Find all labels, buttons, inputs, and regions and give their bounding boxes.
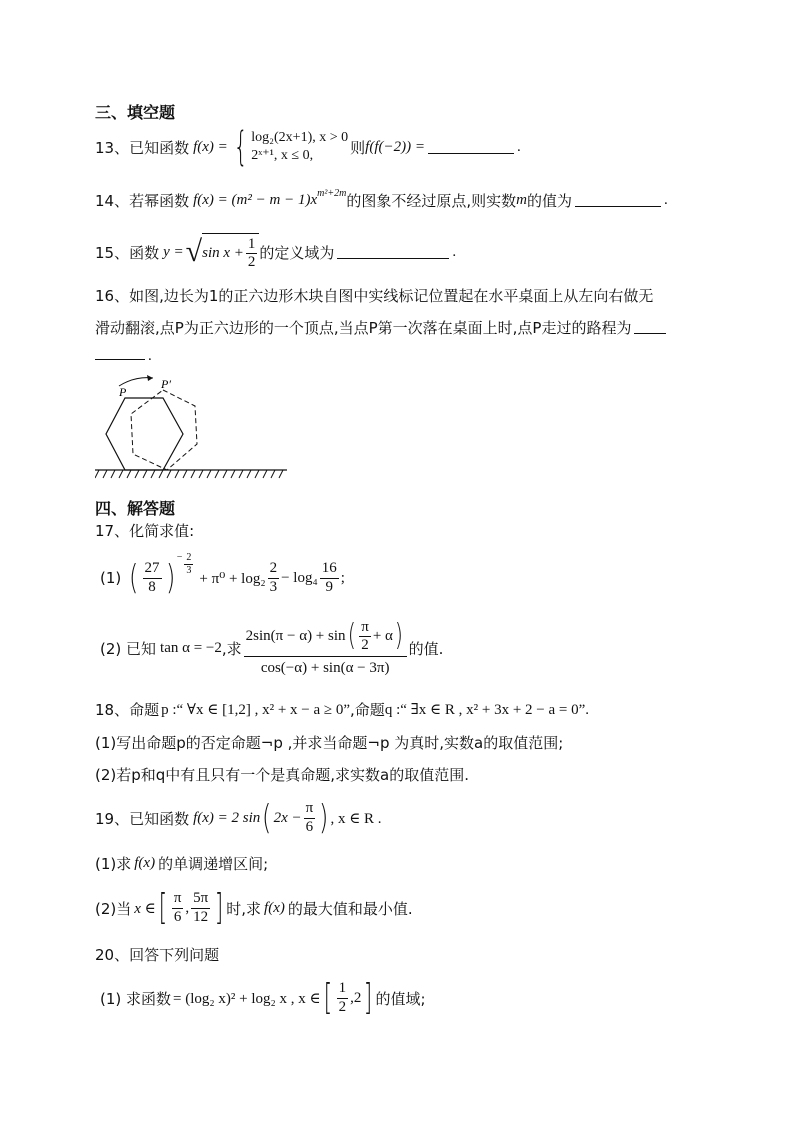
hexagon-dashed bbox=[131, 390, 197, 470]
brace-symbol: { bbox=[233, 124, 248, 170]
math-expression: f(x) = bbox=[193, 138, 228, 155]
denominator: 9 bbox=[325, 578, 333, 595]
question-14 bbox=[95, 188, 668, 212]
math-expression: + α bbox=[372, 627, 393, 644]
question-number: 13、 bbox=[95, 138, 130, 157]
bracket-open: [ bbox=[323, 977, 332, 1018]
math-expression: f(x) = (m² − m − 1)x bbox=[193, 191, 318, 208]
denominator: 3 bbox=[186, 564, 192, 576]
question-number: 14、 bbox=[95, 191, 130, 210]
section-fill-blank-heading bbox=[95, 100, 175, 123]
answer-blank[interactable] bbox=[634, 332, 666, 334]
fraction bbox=[304, 800, 316, 836]
exponent-fraction bbox=[184, 552, 193, 576]
table-hatching bbox=[95, 470, 283, 478]
math-expression: , x ∈ R . bbox=[330, 810, 382, 827]
part-label: (1) bbox=[100, 569, 122, 587]
fraction bbox=[359, 619, 371, 655]
math-expression: f(f(−2)) = bbox=[365, 138, 425, 155]
piecewise-cases bbox=[251, 129, 348, 165]
paren-open: ( bbox=[262, 798, 272, 838]
fraction bbox=[191, 890, 210, 926]
paren-close: ) bbox=[319, 798, 329, 838]
question-20-part-1 bbox=[100, 976, 426, 1020]
math-expression: f(x) bbox=[264, 899, 285, 916]
question-text: 20、回答下列问题 bbox=[95, 946, 220, 964]
question-17-title bbox=[95, 520, 194, 541]
question-text: 函数 bbox=[129, 243, 160, 262]
question-text: (2)当 bbox=[95, 899, 132, 918]
math-expression: y = bbox=[163, 243, 184, 260]
math-expression: + π⁰ + log₂ bbox=[199, 570, 266, 587]
proposition-q: q :“ ∃x ∈ R , x² + 3x + 2 − a = 0”. bbox=[384, 701, 590, 718]
question-text: 的定义域为 bbox=[259, 243, 335, 262]
numerator: 2 bbox=[186, 552, 192, 563]
question-text: 时,求 bbox=[226, 899, 262, 918]
question-text: 的值. bbox=[408, 639, 444, 658]
question-text: 18、命题 bbox=[95, 700, 160, 719]
fraction bbox=[337, 980, 349, 1016]
exponent-sign: − bbox=[176, 552, 183, 563]
question-19-sub-2 bbox=[95, 886, 413, 930]
point-p-label: P bbox=[119, 385, 127, 399]
paren-open: ( bbox=[347, 618, 356, 654]
math-expression: f(x) bbox=[134, 854, 156, 871]
bracket-open: [ bbox=[158, 887, 168, 928]
answer-blank[interactable] bbox=[428, 152, 514, 154]
math-exponent: m²+2m bbox=[317, 187, 347, 199]
denominator: 3 bbox=[269, 578, 278, 595]
question-text: 的图象不经过原点,则实数 bbox=[346, 191, 517, 210]
question-text: 17、化简求值: bbox=[95, 522, 195, 540]
case-row: 2ˣ⁺¹, x ≤ 0, bbox=[251, 148, 314, 163]
question-18 bbox=[95, 698, 589, 720]
question-text: 的最大值和最小值. bbox=[287, 899, 413, 918]
question-text: (1)求 bbox=[95, 854, 132, 873]
radicand bbox=[202, 233, 259, 272]
denominator: 6 bbox=[173, 908, 182, 925]
question-18-sub-1 bbox=[95, 732, 563, 753]
bracket-close: ] bbox=[364, 977, 373, 1018]
case-row: log₂(2x+1), x > 0 bbox=[251, 129, 349, 145]
fraction bbox=[268, 560, 280, 596]
section-title: 三、填空题 bbox=[95, 103, 176, 122]
point-p-prime-label: P′ bbox=[161, 377, 171, 391]
question-text: 19、已知函数 bbox=[95, 809, 190, 828]
exponent bbox=[177, 552, 196, 576]
question-17-part-2 bbox=[100, 618, 443, 678]
numerator: 1 bbox=[337, 980, 349, 998]
fraction bbox=[246, 236, 258, 272]
paren-open: ( bbox=[129, 558, 139, 598]
paren-close: ) bbox=[165, 558, 175, 598]
denominator: 2 bbox=[361, 636, 369, 653]
hexagon-rolling-figure bbox=[95, 372, 295, 484]
question-text: ,命题 bbox=[350, 700, 385, 719]
question-text: 已知函数 bbox=[129, 138, 190, 157]
math-variable: m bbox=[516, 191, 527, 208]
math-expression: = (log₂ x)² + log₂ x , x ∈ bbox=[173, 990, 321, 1007]
period: . bbox=[516, 138, 521, 155]
denominator: 2 bbox=[338, 998, 347, 1015]
section-title: 四、解答题 bbox=[95, 499, 176, 518]
question-text: (1)写出命题p的否定命题¬p ,并求当命题¬p 为真时,实数a的取值范围; bbox=[95, 734, 564, 752]
punctuation: ; bbox=[340, 569, 345, 586]
question-19-sub-1 bbox=[95, 852, 268, 874]
question-16-line-1 bbox=[95, 284, 653, 306]
answer-blank-continued[interactable] bbox=[95, 358, 145, 360]
question-19 bbox=[95, 796, 382, 840]
paren-close: ) bbox=[394, 618, 403, 654]
arrow-head bbox=[147, 375, 153, 381]
math-expression: 2x − bbox=[273, 809, 302, 826]
question-text: 的值为 bbox=[526, 191, 572, 210]
fraction bbox=[320, 560, 339, 596]
question-17-part-1 bbox=[100, 552, 345, 604]
numerator: π bbox=[359, 619, 371, 637]
math-expression: ,2 bbox=[350, 989, 362, 1006]
denominator: 2 bbox=[247, 254, 256, 270]
denominator: cos(−α) + sin(α − 3π) bbox=[260, 660, 390, 677]
question-13 bbox=[95, 126, 521, 168]
math-expression: 2sin(π − α) + sin bbox=[245, 627, 346, 644]
question-15 bbox=[95, 232, 456, 272]
section-answer-heading bbox=[95, 496, 175, 519]
answer-blank[interactable] bbox=[575, 205, 661, 207]
denominator: 12 bbox=[193, 908, 209, 925]
numerator: 16 bbox=[320, 560, 339, 578]
question-text: 的值域; bbox=[375, 989, 426, 1008]
denominator: 6 bbox=[305, 818, 314, 835]
question-text: (2)若p和q中有且只有一个是真命题,求实数a的取值范围. bbox=[95, 766, 470, 784]
question-text: 则 bbox=[350, 138, 366, 157]
question-number: 16、 bbox=[95, 286, 130, 305]
question-number: 15、 bbox=[95, 243, 130, 262]
math-expression: tan α = −2 bbox=[160, 639, 222, 656]
proposition-p: p :“ ∀x ∈ [1,2] , x² + x − a ≥ 0” bbox=[161, 701, 351, 718]
question-20-title bbox=[95, 944, 219, 965]
part-label: (2) 已知 bbox=[100, 639, 157, 658]
fraction bbox=[172, 890, 184, 926]
period: . bbox=[452, 243, 457, 260]
numerator: 2 bbox=[268, 560, 280, 578]
numerator bbox=[244, 619, 407, 658]
big-fraction bbox=[244, 619, 407, 678]
question-16-line-2 bbox=[95, 316, 669, 338]
bracket-close: ] bbox=[215, 887, 224, 928]
math-expression: − log₄ bbox=[281, 569, 318, 586]
comma: , bbox=[185, 899, 190, 916]
denominator: 8 bbox=[148, 578, 156, 595]
question-text: 若幂函数 bbox=[129, 191, 190, 210]
numerator: π bbox=[304, 800, 316, 818]
numerator: π bbox=[172, 890, 184, 908]
sqrt-symbol: √ bbox=[185, 235, 203, 268]
math-expression: f(x) = 2 sin bbox=[193, 809, 261, 826]
question-text: 滑动翻滚,点P为正六边形的一个顶点,当点P第一次落在桌面上时,点P走过的路程为 bbox=[95, 318, 632, 337]
period: . bbox=[663, 191, 668, 208]
math-expression: x ∈ bbox=[134, 900, 156, 917]
answer-blank[interactable] bbox=[337, 257, 449, 259]
question-text: ,求 bbox=[221, 639, 242, 658]
math-expression: sin x + bbox=[202, 245, 244, 261]
numerator: 1 bbox=[246, 236, 258, 254]
numerator: 5π bbox=[191, 890, 210, 908]
question-16-line-3 bbox=[95, 346, 152, 366]
question-text: 如图,边长为1的正六边形木块自图中实线标记位置起在水平桌面上从左向右做无 bbox=[129, 286, 654, 305]
question-18-sub-2 bbox=[95, 764, 469, 785]
fraction bbox=[143, 560, 162, 596]
numerator: 27 bbox=[143, 560, 162, 578]
question-text: 的单调递增区间; bbox=[158, 854, 269, 873]
period: . bbox=[148, 347, 152, 364]
part-label: (1) 求函数 bbox=[100, 989, 172, 1008]
